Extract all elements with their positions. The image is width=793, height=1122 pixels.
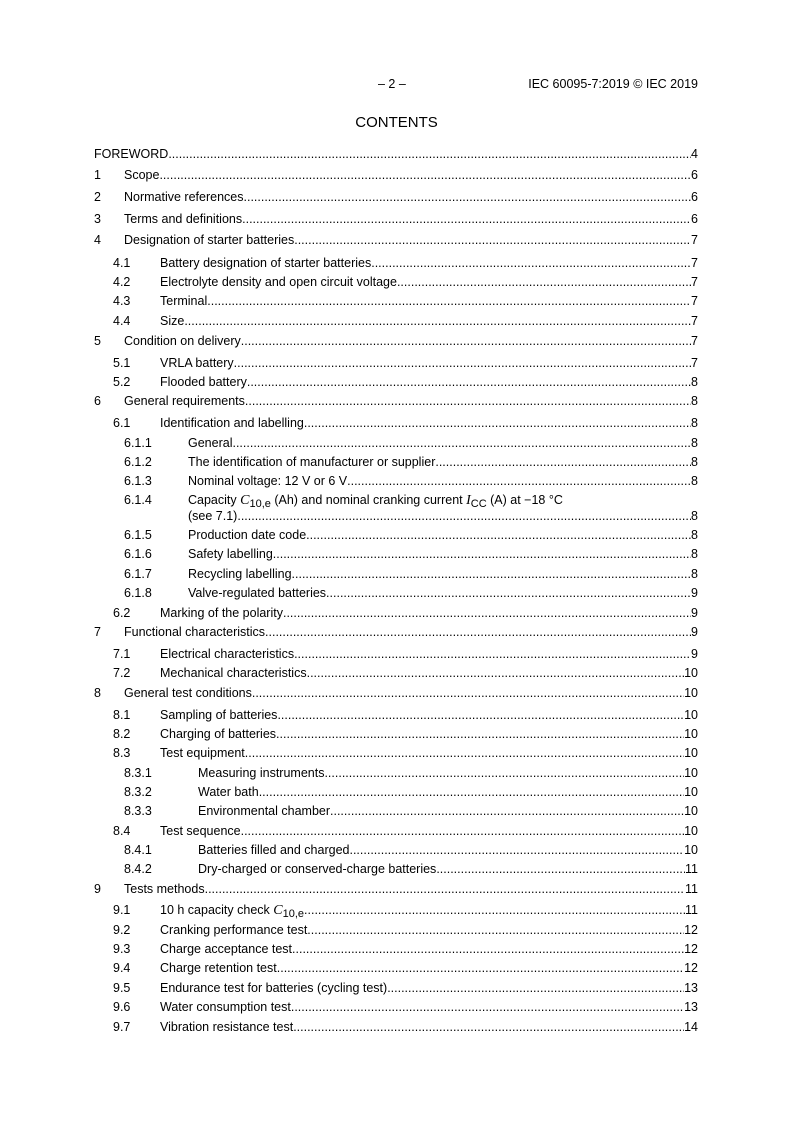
toc-entry[interactable] [0,355,793,371]
toc-page: 7 [691,275,698,289]
toc-entry[interactable] [0,189,793,205]
toc-leader [371,255,691,271]
toc-page: 12 [684,942,698,956]
toc-number: 8.4.2 [124,862,152,876]
toc-leader [293,1019,684,1035]
toc-title: General [188,436,233,450]
toc-page: 10 [684,727,698,741]
toc-leader [252,685,684,701]
toc-number: 9.7 [113,1020,131,1034]
toc-page: 10 [684,708,698,722]
toc-title: 10 h capacity check $C_{10,e}$ [160,903,305,920]
toc-leader [245,745,684,761]
toc-number: 9.4 [113,961,131,975]
toc-title: Cranking performance test [160,923,308,937]
toc-number: 2 [94,190,101,204]
toc-leader [436,861,685,877]
toc-leader [294,232,691,248]
toc-entry[interactable] [0,274,793,290]
toc-page: 7 [691,294,698,308]
toc-title: Production date code [188,528,307,542]
toc-title: Electrical characteristics [160,647,295,661]
toc-number: 8.1 [113,708,131,722]
toc-title: Nominal voltage: 12 V or 6 V [188,474,348,488]
toc-entry[interactable] [0,167,793,183]
toc-number: 9.1 [113,903,131,917]
toc-entry[interactable] [0,624,793,640]
toc-leader [237,508,691,524]
toc-page: 8 [691,375,698,389]
toc-title: Recycling labelling [188,567,292,581]
toc-leader [307,665,685,681]
toc-page: 8 [691,547,698,561]
toc-leader [273,546,691,562]
toc-page: 8 [691,528,698,542]
toc-page: 10 [684,824,698,838]
toc-page: 9 [691,647,698,661]
toc-leader [306,527,691,543]
toc-leader [207,293,691,309]
toc-number: 6.1 [113,416,131,430]
toc-page: 13 [684,981,698,995]
toc-title: The identification of manufacturer or supplier [188,455,436,469]
toc-number: 7.2 [113,666,131,680]
toc-entry[interactable] [0,435,793,451]
toc-leader [232,435,691,451]
capacity-symbol: $C_{10,e}$ [273,903,305,920]
toc-page: 12 [684,923,698,937]
toc-number: 8.3.1 [124,766,152,780]
toc-entry[interactable] [0,861,793,877]
toc-leader [324,765,684,781]
toc-title: VRLA battery [160,356,234,370]
toc-number: 8.3.3 [124,804,152,818]
toc-entry[interactable] [0,585,793,601]
toc-entry[interactable] [0,646,793,662]
toc-page: 7 [691,334,698,348]
toc-number: 6.1.2 [124,455,152,469]
toc-leader [347,473,691,489]
toc-title-line2: (see 7.1) [188,509,238,523]
toc-number: 4.2 [113,275,131,289]
toc-entry[interactable] [0,922,793,938]
toc-leader [241,333,691,349]
toc-number: 1 [94,168,101,182]
toc-entry[interactable] [0,960,793,976]
toc-title: Vibration resistance test [160,1020,294,1034]
toc-title: Charge acceptance test [160,942,293,956]
toc-leader [242,211,691,227]
toc-page: 8 [691,455,698,469]
toc-entry[interactable] [0,842,793,858]
toc-title: Size [160,314,185,328]
toc-page: 9 [691,625,698,639]
toc-leader [184,313,691,329]
toc-number: 4.1 [113,256,131,270]
toc-page: 8 [691,567,698,581]
toc-leader [159,167,691,183]
toc-entry[interactable] [0,415,793,431]
toc-page: 8 [691,394,698,408]
toc-leader [234,355,691,371]
toc-title: Safety labelling [188,547,273,561]
toc-page: 9 [691,586,698,600]
toc-leader [277,960,684,976]
toc-number: 6.1.1 [124,436,152,450]
toc-leader [387,980,684,996]
toc-number: 9.2 [113,923,131,937]
toc-number: 7 [94,625,101,639]
toc-title: Sampling of batteries [160,708,278,722]
toc-number: 3 [94,212,101,226]
toc-entry[interactable] [0,393,793,409]
toc-title: Measuring instruments [198,766,325,780]
toc-number: 9 [94,882,101,896]
toc-entry[interactable] [0,211,793,227]
toc-title: Mechanical characteristics [160,666,307,680]
toc-title: Condition on delivery [124,334,241,348]
toc-title: Dry-charged or conserved-charge batteries [198,862,437,876]
toc-entry[interactable] [0,473,793,489]
toc-leader [435,454,691,470]
toc-entry[interactable] [0,803,793,819]
toc-leader [283,605,691,621]
toc-page: 10 [684,686,698,700]
toc-page: 12 [684,961,698,975]
toc-entry[interactable] [0,546,793,562]
toc-title: Functional characteristics [124,625,266,639]
toc-entry[interactable] [0,605,793,621]
toc-entry[interactable] [0,454,793,470]
toc-entry[interactable] [0,707,793,723]
toc-title: Water bath [198,785,259,799]
toc-number: 7.1 [113,647,131,661]
toc-title: Normative references [124,190,244,204]
toc-leader [244,189,692,205]
toc-page: 8 [691,416,698,430]
toc-title: Identification and labelling [160,416,304,430]
toc-number: 9.3 [113,942,131,956]
toc-leader [349,842,684,858]
toc-number: 6.1.4 [124,493,152,507]
toc-entry[interactable] [0,745,793,761]
toc-number: 8.4 [113,824,131,838]
toc-page: 13 [684,1000,698,1014]
toc-entry[interactable] [0,941,793,957]
toc-entry[interactable] [0,1019,793,1035]
toc-number: 5 [94,334,101,348]
toc-page: 6 [691,190,698,204]
capacity-symbol: $C_{10,e}$ [240,493,271,510]
toc-entry[interactable] [0,823,793,839]
toc-number: 8.2 [113,727,131,741]
toc-entry[interactable] [0,726,793,742]
toc-number: 8.4.1 [124,843,152,857]
toc-leader [265,624,691,640]
toc-leader [168,146,691,162]
toc-title: Scope [124,168,160,182]
toc-leader [276,726,684,742]
toc-leader [291,999,684,1015]
toc-title: Marking of the polarity [160,606,283,620]
toc-leader [292,941,684,957]
toc-page: 11 [685,903,698,917]
toc-entry[interactable] [0,566,793,582]
toc-leader [294,646,691,662]
toc-number: 4.3 [113,294,131,308]
toc-entry[interactable] [0,313,793,329]
toc-entry[interactable] [0,765,793,781]
toc-title: Flooded battery [160,375,247,389]
toc-number: 6.1.5 [124,528,152,542]
toc-title: Environmental chamber [198,804,331,818]
toc-page: 10 [684,785,698,799]
toc-number: 5.1 [113,356,131,370]
toc-page: 7 [691,314,698,328]
toc-page: 7 [691,356,698,370]
toc-number: 4 [94,233,101,247]
toc-page: 10 [684,746,698,760]
toc-entry-foreword[interactable] [0,146,793,162]
toc-page: 7 [691,233,698,247]
toc-title: Charge retention test [160,961,277,975]
toc-entry[interactable] [0,980,793,996]
toc-leader [277,707,684,723]
toc-number: 6 [94,394,101,408]
toc-page: 6 [691,212,698,226]
toc-entry[interactable] [0,999,793,1015]
toc-title: Terms and definitions [124,212,243,226]
toc-page: 8 [691,474,698,488]
toc-leader [330,803,684,819]
toc-number: 8.3.2 [124,785,152,799]
toc-entry[interactable] [0,784,793,800]
toc-title-line1: Capacity $C_{10,e}$ (Ah) and nominal cranking current $I_{CC}$ (A) at −18 °C [188,493,563,510]
toc-page: 10 [684,666,698,680]
toc-entry[interactable] [0,492,793,524]
toc-number: 8 [94,686,101,700]
toc-page: 10 [684,766,698,780]
toc-number: 6.2 [113,606,131,620]
toc-leader [304,902,685,918]
toc-number: 6.1.3 [124,474,152,488]
toc-title: Electrolyte density and open circuit voltage [160,275,397,289]
toc-title: Tests methods [124,882,205,896]
toc-page: 4 [691,147,698,161]
toc-title: Battery designation of starter batteries [160,256,372,270]
toc-title: Designation of starter batteries [124,233,295,247]
toc-title: FOREWORD [94,147,169,161]
toc-entry[interactable] [0,232,793,248]
toc-page: 14 [684,1020,698,1034]
toc-leader [397,274,691,290]
current-symbol: $I_{CC}$ [466,493,487,510]
toc-number: 8.3 [113,746,131,760]
toc-title: General test conditions [124,686,252,700]
contents-heading: CONTENTS [355,114,438,131]
toc-title: General requirements [124,394,245,408]
toc-number: 9.5 [113,981,131,995]
toc-entry[interactable] [0,902,793,918]
toc-title: Valve-regulated batteries [188,586,327,600]
toc-title: Charging of batteries [160,727,277,741]
page-number: – 2 – [378,77,406,91]
toc-entry[interactable] [0,685,793,701]
toc-page: 9 [691,606,698,620]
toc-leader [205,881,685,897]
toc-title: Terminal [160,294,208,308]
toc-entry[interactable] [0,293,793,309]
toc-entry[interactable] [0,255,793,271]
toc-title: Batteries filled and charged [198,843,350,857]
toc-number: 9.6 [113,1000,131,1014]
toc-page: 10 [684,843,698,857]
toc-leader [259,784,684,800]
toc-leader [307,922,684,938]
document-reference: IEC 60095-7:2019 © IEC 2019 [528,77,698,91]
toc-leader [292,566,692,582]
toc-number: 6.1.8 [124,586,152,600]
toc-page: 6 [691,168,698,182]
toc-number: 6.1.6 [124,547,152,561]
toc-page: 11 [685,882,698,896]
toc-entry[interactable] [0,333,793,349]
toc-number: 5.2 [113,375,131,389]
toc-title: Endurance test for batteries (cycling test) [160,981,388,995]
toc-entry[interactable] [0,665,793,681]
toc-page: 8 [691,509,698,523]
toc-title: Water consumption test [160,1000,291,1014]
toc-leader [241,823,684,839]
toc-number: 4.4 [113,314,131,328]
toc-leader [245,393,691,409]
toc-page: 10 [684,804,698,818]
toc-number: 6.1.7 [124,567,152,581]
toc-page: 8 [691,436,698,450]
toc-entry[interactable] [0,374,793,390]
toc-entry[interactable] [0,881,793,897]
toc-title: Test equipment [160,746,245,760]
toc-page: 7 [691,256,698,270]
toc-leader [326,585,691,601]
toc-leader [247,374,691,390]
toc-entry[interactable] [0,527,793,543]
toc-leader [304,415,691,431]
toc-title: Test sequence [160,824,241,838]
toc-page: 11 [685,862,698,876]
